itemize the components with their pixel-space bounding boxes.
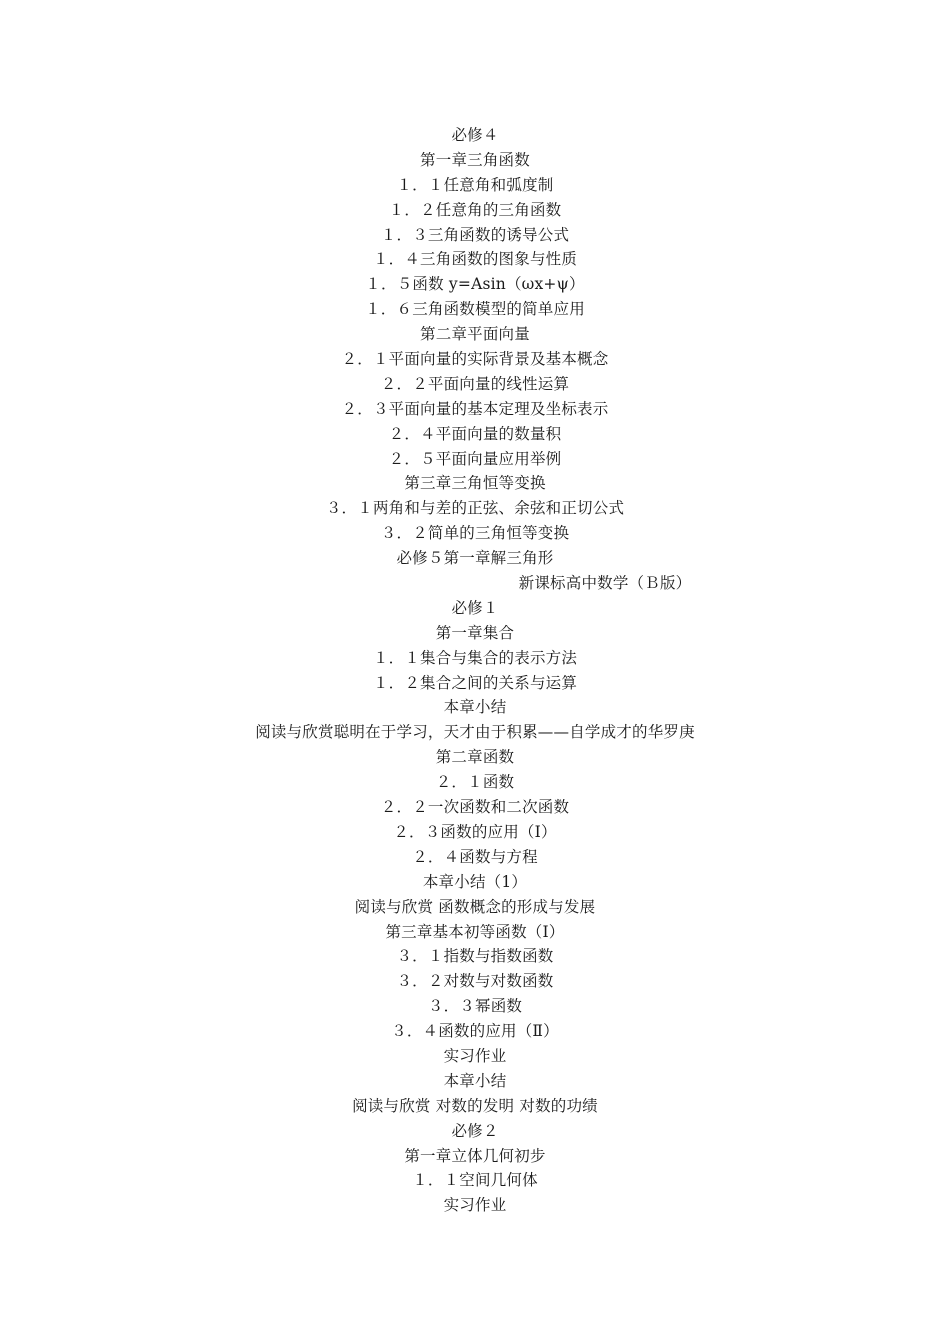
toc-line: ３．４函数的应用（Ⅱ） <box>391 1022 559 1041</box>
toc-line: ３．２简单的三角恒等变换 <box>380 524 570 543</box>
toc-line: ２．１平面向量的实际背景及基本概念 <box>341 350 609 369</box>
toc-line: ３．１指数与指数函数 <box>396 947 554 966</box>
toc-line: １．５函数 y=Asin（ωx+ψ） <box>365 275 585 294</box>
toc-line: 阅读与欣赏 对数的发明 对数的功绩 <box>352 1096 598 1115</box>
toc-line: 本章小结 <box>443 698 507 717</box>
book-title: 新课标高中数学（Ｂ版） <box>518 574 692 593</box>
toc-line: 第二章平面向量 <box>420 325 530 344</box>
toc-line: ２．３函数的应用（Ⅰ） <box>393 822 557 841</box>
toc-line: 第三章三角恒等变换 <box>404 474 546 493</box>
toc-line: ２．５平面向量应用举例 <box>388 449 562 468</box>
toc-line: 必修２ <box>451 1121 499 1140</box>
toc-line: ２．４函数与方程 <box>412 847 538 866</box>
toc-line: １．２集合之间的关系与运算 <box>372 673 578 692</box>
toc-line: １．１集合与集合的表示方法 <box>372 648 578 667</box>
toc-line: ２．１函数 <box>435 773 515 792</box>
toc-line: 实习作业 <box>443 1196 507 1215</box>
toc-line: ２．４平面向量的数量积 <box>388 424 562 443</box>
toc-line: 第一章立体几何初步 <box>404 1146 546 1165</box>
toc-line: １．２任意角的三角函数 <box>388 200 562 219</box>
toc-line: 本章小结 <box>443 1071 507 1090</box>
toc-line: 阅读与欣赏聪明在于学习，天才由于积累——自学成才的华罗庚 <box>255 723 695 742</box>
toc-line: 必修４ <box>451 126 499 144</box>
toc-line: ２．２一次函数和二次函数 <box>380 798 570 817</box>
toc-line: 第一章集合 <box>435 623 515 642</box>
toc-line: 第二章函数 <box>435 748 515 767</box>
toc-line: 本章小结（1） <box>422 872 528 891</box>
toc-line: １．１空间几何体 <box>412 1171 538 1190</box>
toc-line: ３．３幂函数 <box>427 997 523 1016</box>
toc-line: １．１任意角和弧度制 <box>396 175 554 194</box>
toc-line: ３．１两角和与差的正弦、余弦和正切公式 <box>325 499 625 518</box>
table-of-contents <box>0 123 950 1218</box>
toc-line: 必修１ <box>451 598 499 617</box>
toc-line: 第三章基本初等函数（Ⅰ） <box>385 922 565 941</box>
toc-line: ２．２平面向量的线性运算 <box>380 374 570 393</box>
toc-line: ２．３平面向量的基本定理及坐标表示 <box>341 399 609 418</box>
toc-line: １．６三角函数模型的简单应用 <box>365 300 585 319</box>
toc-line: 阅读与欣赏 函数概念的形成与发展 <box>354 897 596 916</box>
toc-line: 实习作业 <box>443 1046 507 1065</box>
toc-line: １．３三角函数的诱导公式 <box>380 225 570 244</box>
toc-line: ３．２对数与对数函数 <box>396 972 554 991</box>
toc-line: 必修５第一章解三角形 <box>396 549 554 568</box>
toc-line: １．４三角函数的图象与性质 <box>372 250 578 269</box>
toc-line: 第一章三角函数 <box>420 150 530 169</box>
